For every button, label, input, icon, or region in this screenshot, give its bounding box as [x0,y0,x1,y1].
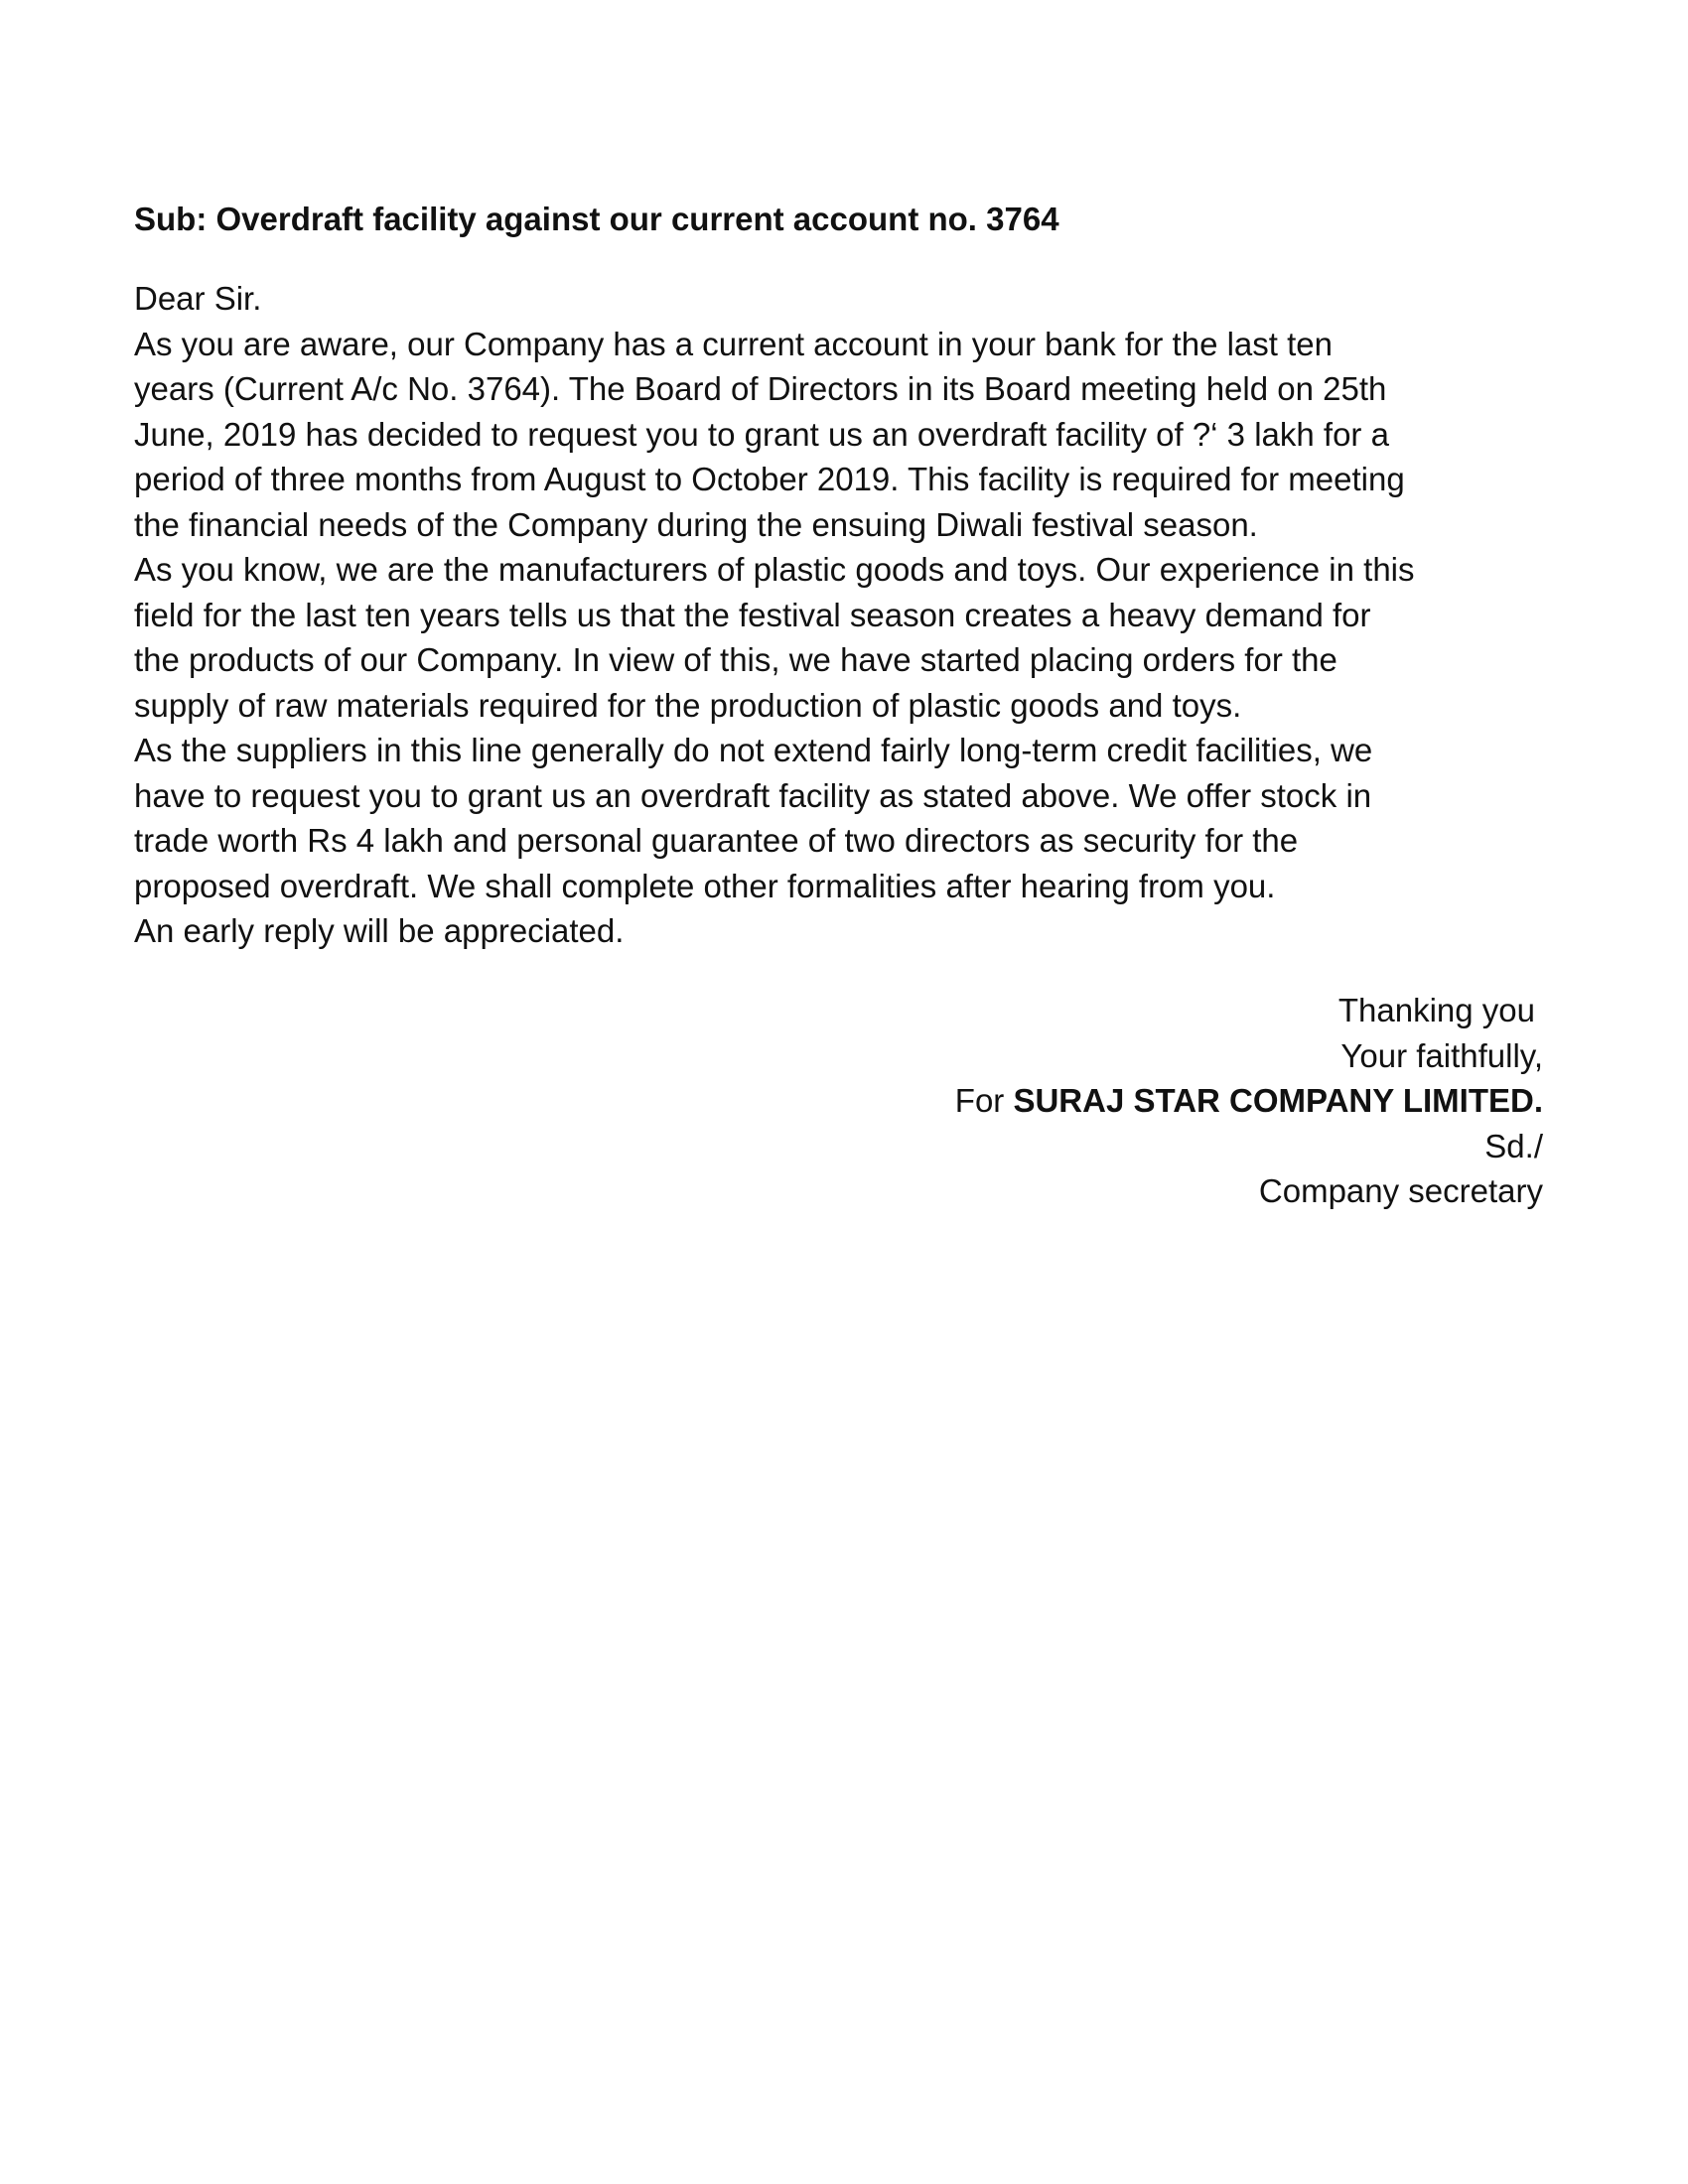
closing-for-prefix: For [954,1082,1014,1119]
closing-designation: Company secretary [1258,1172,1543,1209]
body-line: the financial needs of the Company during the ensuing Diwali festival season. [134,505,1258,543]
body-line: An early reply will be appreciated. [134,912,625,949]
salutation: Dear Sir. [134,280,262,317]
letter-subject: Sub: Overdraft facility against our current account no. 3764 [134,201,1059,237]
closing-valediction: Your faithfully, [1340,1036,1543,1074]
body-line: June, 2019 has decided to request you to grant us an overdraft facility of ?‘ 3 lakh for a [134,415,1389,453]
closing-thanks: Thanking you [1337,992,1535,1028]
body-line: period of three months from August to October 2019. This facility is required for meeting [134,461,1405,497]
body-line: years (Current A/c No. 3764). The Board of Directors in its Board meeting held on 25th [134,370,1387,407]
letter-closing [955,988,1543,1214]
body-line: proposed overdraft. We shall complete other formalities after hearing from you. [134,867,1276,904]
body-line: As you are aware, our Company has a current account in your bank for the last ten [134,325,1333,362]
body-line: have to request you to grant us an overdraft facility as stated above. We offer stock in [134,776,1372,814]
closing-company-line [955,1078,1543,1124]
letter-body [134,276,1564,954]
body-line: trade worth Rs 4 lakh and personal guarantee of two directors as security for the [134,822,1299,859]
body-line: As the suppliers in this line generally do not extend fairly long-term credit facilities, we [134,732,1373,768]
body-line: field for the last ten years tells us that the festival season creates a heavy demand for [134,596,1371,633]
body-line: the products of our Company. In view of this, we have started placing orders for the [134,641,1337,678]
body-line: As you know, we are the manufacturers of plastic goods and toys. Our experience in this [134,551,1415,588]
body-line: supply of raw materials required for the production of plastic goods and toys. [134,686,1242,724]
company-name: SURAJ STAR COMPANY LIMITED. [1013,1082,1543,1119]
closing-signature: Sd./ [1484,1127,1543,1164]
